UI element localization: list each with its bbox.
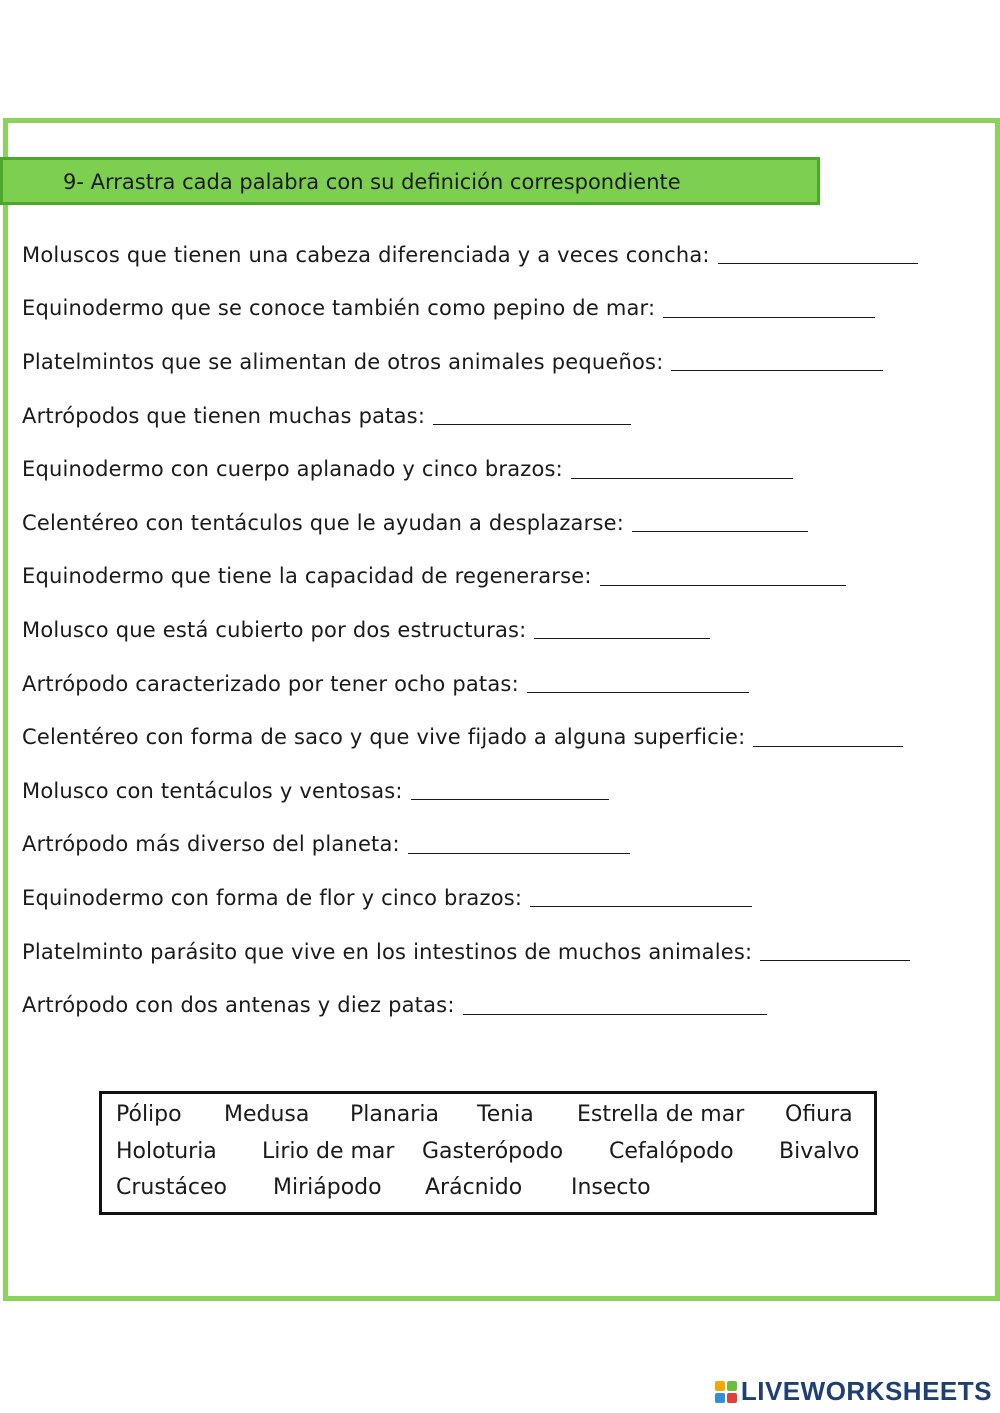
- word-bank-item[interactable]: Planaria: [350, 1102, 439, 1127]
- word-bank-item[interactable]: Cefalópodo: [609, 1139, 734, 1164]
- word-bank-item[interactable]: Tenia: [477, 1102, 534, 1127]
- liveworksheets-logo: [715, 1376, 992, 1407]
- question-row: [22, 389, 972, 443]
- word-bank: [99, 1091, 877, 1215]
- answer-drop-zone[interactable]: [632, 509, 808, 532]
- question-row: [22, 335, 972, 389]
- logo-text: LIVEWORKSHEETS: [740, 1376, 992, 1406]
- question-text: Molusco con tentáculos y ventosas:: [22, 778, 403, 803]
- question-text: Artrópodos que tienen muchas patas:: [22, 403, 426, 428]
- question-row: [22, 764, 972, 818]
- question-text: Artrópodo más diverso del planeta:: [22, 832, 400, 857]
- question-text: Equinodermo con cuerpo aplanado y cinco brazos:: [22, 457, 563, 482]
- question-text: Artrópodo con dos antenas y diez patas:: [22, 993, 455, 1018]
- question-text: Celentéreo con tentáculos que le ayudan a desplazarse:: [22, 510, 624, 535]
- question-row: [22, 282, 972, 336]
- answer-drop-zone[interactable]: [571, 456, 793, 479]
- answer-drop-zone[interactable]: [718, 241, 918, 264]
- word-bank-item[interactable]: Crustáceo: [116, 1175, 228, 1200]
- instruction-text: 9- Arrastra cada palabra con su definición correspondiente: [63, 170, 681, 194]
- question-text: Moluscos que tienen una cabeza diferenciada y a veces concha:: [22, 242, 710, 267]
- word-bank-item[interactable]: Gasterópodo: [422, 1139, 564, 1164]
- question-text: Equinodermo con forma de flor y cinco brazos:: [22, 885, 523, 910]
- question-row: [22, 603, 972, 657]
- question-row: [22, 925, 972, 979]
- answer-drop-zone[interactable]: [433, 402, 631, 425]
- word-bank-item[interactable]: Arácnido: [425, 1175, 523, 1200]
- question-text: Platelminto parásito que vive en los intestinos de muchos animales:: [22, 939, 753, 964]
- answer-drop-zone[interactable]: [408, 831, 630, 854]
- question-row: [22, 871, 972, 925]
- question-row: [22, 228, 972, 282]
- question-list: [22, 228, 972, 1032]
- word-bank-item[interactable]: Holoturia: [116, 1139, 217, 1164]
- answer-drop-zone[interactable]: [760, 938, 910, 961]
- word-bank-item[interactable]: Estrella de mar: [577, 1102, 745, 1127]
- word-bank-item[interactable]: Bivalvo: [779, 1139, 860, 1164]
- question-text: Platelmintos que se alimentan de otros animales pequeños:: [22, 349, 664, 374]
- answer-drop-zone[interactable]: [663, 295, 875, 318]
- instruction-banner: [0, 157, 820, 205]
- question-text: Celentéreo con forma de saco y que vive fijado a alguna superficie:: [22, 725, 746, 750]
- question-text: Equinodermo que tiene la capacidad de regenerarse:: [22, 564, 592, 589]
- answer-drop-zone[interactable]: [411, 777, 609, 800]
- answer-drop-zone[interactable]: [527, 670, 749, 693]
- answer-drop-zone[interactable]: [463, 992, 767, 1015]
- answer-drop-zone[interactable]: [671, 348, 883, 371]
- word-bank-item[interactable]: Ofiura: [785, 1102, 853, 1127]
- question-row: [22, 818, 972, 872]
- question-row: [22, 550, 972, 604]
- question-text: Artrópodo caracterizado por tener ocho patas:: [22, 671, 519, 696]
- word-bank-item[interactable]: Pólipo: [116, 1102, 182, 1127]
- word-bank-item[interactable]: Miriápodo: [273, 1175, 382, 1200]
- word-bank-item[interactable]: Lirio de mar: [262, 1139, 395, 1164]
- question-row: [22, 710, 972, 764]
- question-row: [22, 442, 972, 496]
- word-bank-item[interactable]: Medusa: [224, 1102, 310, 1127]
- answer-drop-zone[interactable]: [534, 616, 710, 639]
- logo-icon: [715, 1381, 737, 1403]
- question-text: Equinodermo que se conoce también como pepino de mar:: [22, 296, 656, 321]
- word-bank-item[interactable]: Insecto: [571, 1175, 651, 1200]
- answer-drop-zone[interactable]: [753, 724, 903, 747]
- question-text: Molusco que está cubierto por dos estructuras:: [22, 617, 527, 642]
- question-row: [22, 657, 972, 711]
- answer-drop-zone[interactable]: [600, 563, 846, 586]
- question-row: [22, 978, 972, 1032]
- answer-drop-zone[interactable]: [530, 884, 752, 907]
- question-row: [22, 496, 972, 550]
